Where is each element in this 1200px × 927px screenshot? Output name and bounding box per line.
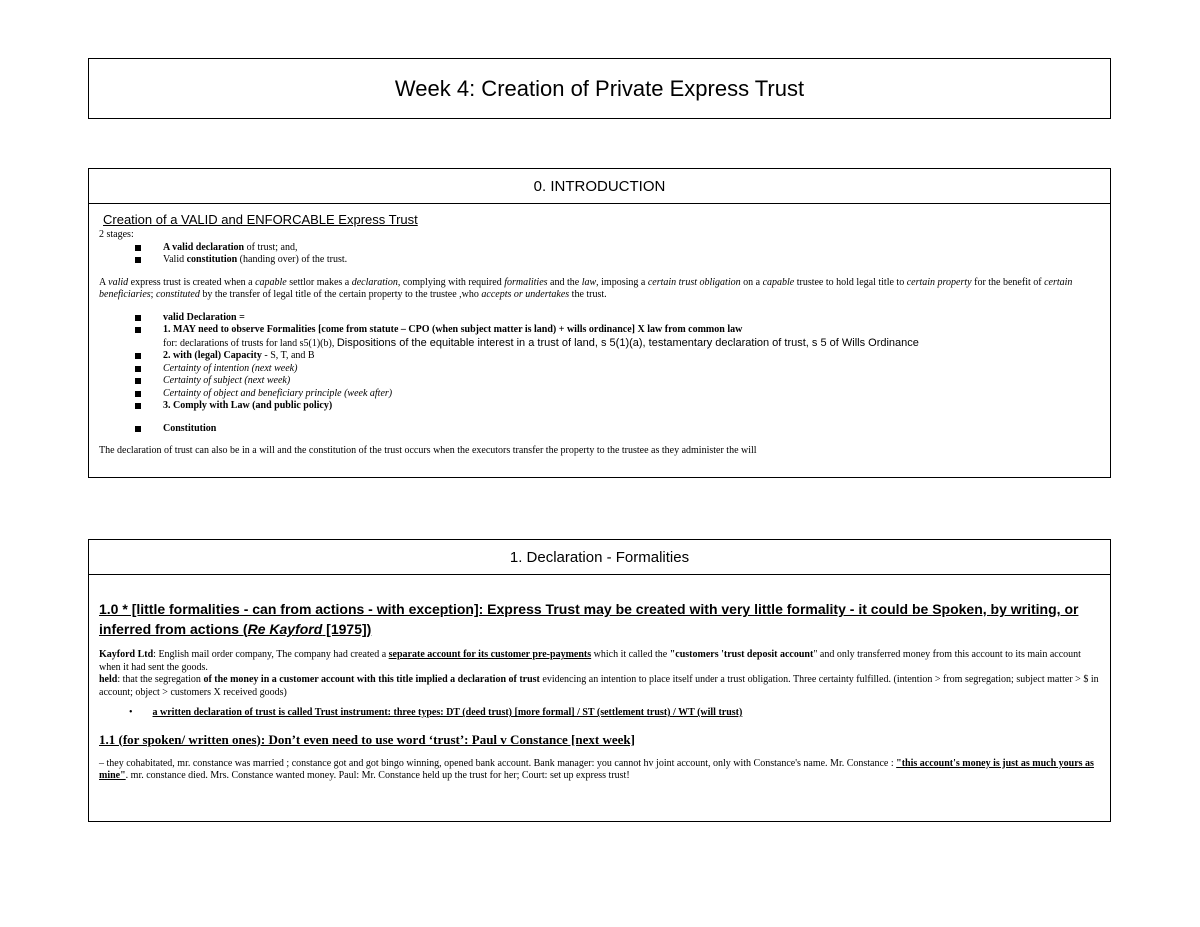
declaration-header (88, 539, 1111, 575)
heading-1-0 (99, 599, 1100, 639)
stage2-bold: constitution (186, 254, 238, 265)
written-declaration-text: a written declaration of trust is called Trust instrument: three types: DT (deed trust) [more formal] / ST (settlement trust) / WT (will trust) (152, 707, 743, 718)
para-italic: capable (255, 276, 287, 288)
kayford-text: : English mail order company, The company had created a (153, 649, 389, 660)
stage2-pre: Valid (163, 254, 187, 265)
requirements-list (99, 312, 1100, 413)
formalities-sub-serif: for: declarations of trusts for land s5(1)(b), (163, 337, 337, 349)
stage1-rest: of trust; and, (244, 241, 298, 253)
para-italic: formalities (504, 276, 548, 288)
para-text: the trust. (569, 289, 607, 300)
para-text: , complying with required (397, 276, 505, 288)
list-item: Certainty of intention (next week) (135, 363, 1100, 376)
para-italic: certain trust obligation (647, 276, 741, 288)
para-text: on a (740, 276, 763, 288)
stage2-rest: (handing over) of the trust. (237, 254, 348, 265)
para-text: for the benefit of (971, 276, 1045, 288)
paul-text: . mr. constance died. Mrs. Constance wanted money. Paul: Mr. Constance held up the trust for her; Court: set up express trust! (125, 770, 630, 781)
paul-paragraph (99, 758, 1100, 783)
closing-paragraph: The declaration of trust can also be in a will and the constitution of the trust occurs when the executors transfer the property to the trustee as they administer the will (99, 445, 757, 456)
list-item (135, 242, 1100, 255)
formalities-bullet: 1. MAY need to observe Formalities [come from statute – CPO (when subject matter is land) + wills ordinance] X law from common law (163, 324, 743, 335)
para-italic: certain beneficiaries (99, 276, 1073, 300)
para-text: A (99, 276, 109, 288)
written-declaration-item: • a written declaration of trust is called Trust instrument: three types: DT (deed trust) [more formal] / ST (settlement trust) / WT (will trust) (129, 707, 743, 718)
held-label: held (99, 674, 118, 685)
h10-pre: 1.0 * [little formalities - can from actions - with exception]: Express Trust may be created with very little formality - it could be Spoken, by writing, or inferred from actions ( (99, 601, 1079, 637)
kayford-text: " and only transferred money from this account to its main account when it had sent the goods. (99, 649, 1081, 673)
stages-list (99, 242, 1100, 267)
declaration-body (88, 575, 1111, 822)
para-text: by the transfer of legal title of the certain property to the trustee ,who (199, 289, 482, 300)
para-text: and the (547, 276, 582, 288)
capacity-rest: - S, T, and B (261, 350, 315, 361)
para-italic: certain property (906, 276, 972, 288)
kayford-bold: "customers 'trust deposit account (669, 649, 814, 660)
h10-post: [1975]) (322, 621, 372, 637)
stage1-bold: A valid declaration (163, 241, 245, 253)
held-bold: of the money in a customer account with this title implied a declaration of trust (203, 674, 540, 685)
para-text: express trust is created when a (128, 276, 256, 288)
page-title: Week 4: Creation of Private Express Trust (394, 75, 805, 101)
para-text: settlor makes a (286, 276, 352, 288)
para-italic: declaration (351, 276, 398, 288)
intro-subheading: Creation of a VALID and ENFORCABLE Express Trust (103, 212, 418, 227)
para-italic: capable (762, 276, 795, 288)
kayford-bold: separate account for its customer pre-payments (388, 649, 592, 660)
intro-body (88, 204, 1111, 478)
heading-1-1: 1.1 (for spoken/ written ones): Don’t even need to use word ‘trust’: Paul v Constance [next week] (99, 731, 635, 747)
para-italic: constituted (155, 289, 200, 300)
held-text: : that the segregation (117, 674, 204, 685)
paul-text: – they cohabitated, mr. constance was married ; constance got and got bingo winning, opened bank account. Bank manager: you cannot hv joint account, only with Constance's name. Mr. Constance : (99, 757, 897, 769)
title-box (88, 58, 1111, 119)
list-item: 3. Comply with Law (and public policy) (135, 400, 1100, 413)
para-text: , imposing a (596, 276, 648, 288)
list-item (135, 324, 1100, 350)
list-item: Certainty of object and beneficiary principle (week after) (135, 388, 1100, 401)
declaration-heading: 1. Declaration - Formalities (509, 548, 690, 566)
h10-case: Re Kayford (247, 621, 323, 637)
formalities-sub-sans: Dispositions of the equitable interest in a trust of land, s 5(1)(a), testamentary declaration of trust, s 5 of Wills Ordinance (336, 336, 919, 349)
constitution-list (99, 423, 1100, 436)
kayford-name: Kayford Ltd (99, 649, 154, 660)
para-italic: valid (108, 276, 129, 288)
intro-heading: 0. INTRODUCTION (533, 177, 666, 195)
held-text: evidencing an intention to place itself under a trust obligation. Three certainty fulfilled. (intention > from segregation; subject matter > $ in account; object > customers X received goods) (99, 674, 1099, 698)
list-item (135, 254, 1100, 267)
kayford-paragraph (99, 649, 1100, 699)
list-item: Constitution (135, 423, 1100, 436)
para-text: trustee to hold legal title to (794, 276, 907, 288)
stages-label: 2 stages: (99, 229, 134, 240)
definition-paragraph (99, 277, 1100, 302)
list-item: Certainty of subject (next week) (135, 375, 1100, 388)
capacity-bold: 2. with (legal) Capacity (163, 350, 262, 361)
para-text: ; (150, 289, 156, 300)
para-italic: law (581, 276, 597, 288)
intro-header (88, 168, 1111, 204)
para-italic: accepts or undertakes (481, 289, 570, 300)
kayford-text: which it called the (591, 649, 670, 660)
list-item: valid Declaration = (135, 312, 1100, 325)
list-item (135, 350, 1100, 363)
paul-quote: "this account's money is just as much yours as mine" (99, 757, 1094, 781)
